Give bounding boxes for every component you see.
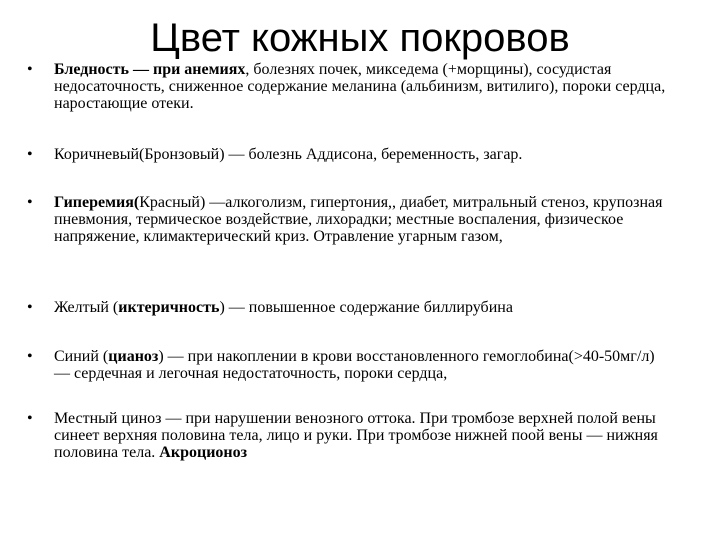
slide-title: Цвет кожных покровов — [150, 16, 570, 60]
bullet-item-brown — [27, 146, 670, 163]
bullet-text — [54, 194, 663, 245]
bullet-text — [54, 299, 513, 316]
bullet-marker: • — [27, 299, 33, 316]
bold-text: Акроционоз — [159, 444, 248, 461]
bullet-marker: • — [27, 61, 33, 78]
bullet-marker: • — [27, 348, 33, 365]
bullet-text — [54, 348, 655, 382]
bold-text: Гиперемия( — [54, 194, 140, 211]
bullet-marker: • — [27, 410, 33, 427]
plain-text: Красный) —алкоголизм, гипертония,, диабет, митральный стеноз, крупозная пневмония, термическое воздействие, лихорадки; местные воспаления, физическое напряжение, климактерический криз. Отравление угарным газом, — [54, 194, 663, 245]
plain-text: , болезнях почек, микседема (+морщины), сосудистая недосаточность, сниженное содержание меланина (альбинизм, витилиго), пороки сердца, наростающие отеки. — [54, 61, 666, 112]
bold-text: Бледность — при анемиях — [54, 61, 246, 78]
bullet-marker: • — [27, 146, 33, 163]
bullet-item-pallor — [27, 61, 670, 112]
plain-text: ) — повышенное содержание биллирубина — [219, 299, 513, 316]
bold-text: цианоз — [108, 348, 159, 365]
bullet-item-hyperemia — [27, 194, 670, 245]
bullet-item-local-cyanosis — [27, 410, 670, 461]
plain-text: Коричневый(Бронзовый) — болезнь Аддисона, беременность, загар. — [54, 146, 523, 163]
plain-text: Синий ( — [54, 348, 109, 365]
bullet-text — [54, 410, 658, 461]
bullet-text — [54, 146, 522, 163]
plain-text: Желтый ( — [54, 299, 119, 316]
bullet-item-blue — [27, 348, 670, 382]
bold-text: иктеричность — [118, 299, 220, 316]
plain-text: ) — при накоплении в крови восстановленного гемоглобина(>40-50мг/л) — сердечная и легочная недостаточность, пороки сердца, — [54, 348, 655, 382]
plain-text: Местный циноз — при нарушении венозного оттока. При тромбозе верхней полой вены синеет верхняя половина тела, лицо и руки. При тромбозе нижней поой вены — нижняя половина тела. — [54, 410, 658, 461]
bullet-text — [54, 61, 665, 112]
bullet-marker: • — [27, 194, 33, 211]
bullet-item-yellow — [27, 299, 670, 316]
